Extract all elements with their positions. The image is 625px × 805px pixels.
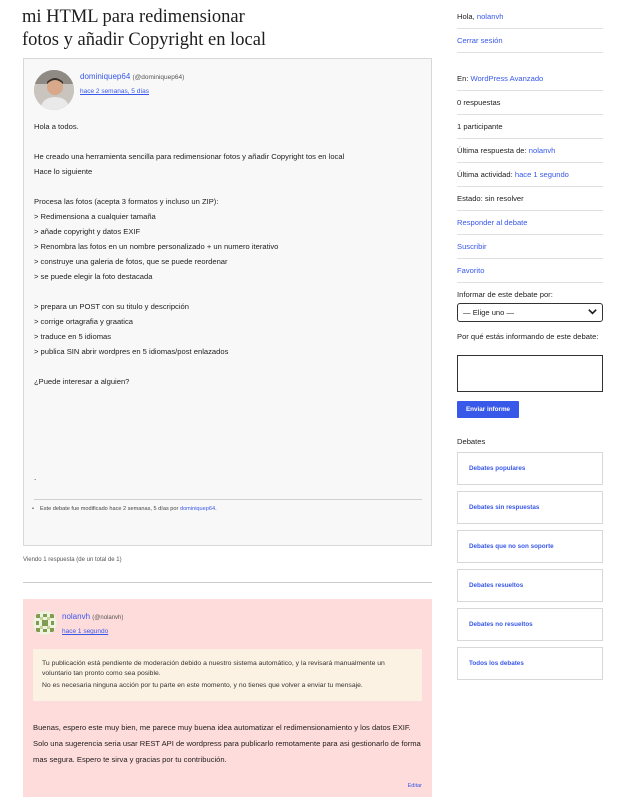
select-value: — Elige uno — [463, 308, 515, 317]
reply-avatar-image [33, 611, 57, 635]
modified-note: • Este debate fue modificado hace 2 semanas, 5 días por dominiquep64. [32, 506, 217, 512]
post-line: > publica SIN abrir wordpres en 5 idiomas/post enlazados [34, 347, 229, 356]
sidebar-replies: 0 respuestas [457, 90, 603, 115]
modified-prefix: Este debate fue modificado hace 2 semanas, 5 días por [40, 506, 179, 512]
sidebar-status: Estado: sin resolver [457, 186, 603, 211]
edit-link[interactable]: Editar [407, 783, 422, 789]
reply-author [62, 612, 123, 621]
reply-time-link[interactable]: hace 1 segundo [62, 628, 109, 635]
author-handle: (@dominiquep64) [132, 74, 185, 81]
debates-heading: Debates [457, 437, 486, 446]
replies-count: Viendo 1 respuesta (de un total de 1) [23, 557, 122, 563]
reply-author-name-link[interactable]: nolanvh [62, 612, 91, 621]
avatar[interactable] [33, 611, 57, 635]
submit-report-button[interactable]: Enviar informe [457, 401, 519, 418]
notice-line: Tu publicación está pendiente de moderación debido a nuestro sistema automático, y la revisará manualmente un voluntario tan pronto como sea posible. [42, 660, 385, 677]
report-reason-select[interactable] [457, 303, 603, 322]
reply-post [23, 599, 432, 797]
greeting-text: Hola, [457, 12, 475, 21]
post-line: > se puede elegir la foto destacada [34, 272, 153, 281]
last-reply-user-link[interactable]: nolanvh [528, 146, 556, 155]
post-line: > añade copyright y datos EXIF [34, 227, 141, 236]
sidebar-participants: 1 participante [457, 114, 603, 139]
sidebar-forum: En: WordPress Avanzado [457, 66, 603, 91]
report-reason-textarea[interactable] [457, 355, 603, 392]
divider [34, 499, 422, 500]
topic-title-line1: mi HTML para redimensionar [22, 7, 245, 27]
reason-label: Por qué estás informando de este debate: [457, 332, 599, 341]
reply-topic-link[interactable]: Responder al debate [457, 218, 528, 227]
debates-non-support-link[interactable]: Debates que no son soporte [457, 530, 603, 563]
debates-resolved-link[interactable]: Debates resueltos [457, 569, 603, 602]
sidebar-favorite [457, 258, 603, 283]
logout-link[interactable]: Cerrar sesión [457, 36, 503, 45]
forum-link[interactable]: WordPress Avanzado [470, 74, 544, 83]
reply-content: Buenas, espero este muy bien, me parece muy buena idea automatizar el redimensionamiento y los datos EXIF. Solo una sugerencia seria usar REST API de wordpress para publicarlo remotamente para asi gestionarlo de forma mas segura. Espero te sirva y gracias por tu contribución. [33, 723, 421, 764]
modified-by-link[interactable]: dominiquep64 [179, 506, 216, 512]
sidebar-reply [457, 210, 603, 235]
debates-popular-link[interactable]: Debates populares [457, 452, 603, 485]
sidebar-subscribe [457, 234, 603, 259]
trailing-dot: . [34, 473, 37, 482]
reply-author-handle: (@nolanvh) [92, 615, 124, 621]
avatar[interactable] [34, 70, 74, 110]
post-line: ¿Puede interesar a alguien? [34, 377, 130, 386]
sidebar-last-activity: Última actividad: hace 1 segundo [457, 162, 603, 187]
last-activity-link[interactable]: hace 1 segundo [514, 170, 569, 179]
post-line: Hola a todos. [34, 122, 79, 131]
debates-unanswered-link[interactable]: Debates sin respuestas [457, 491, 603, 524]
topic-title-line2: fotos y añadir Copyright en local [22, 30, 267, 50]
post-line: Procesa las fotos (acepta 3 formatos y incluso un ZIP): [34, 197, 219, 206]
post-time-link[interactable]: hace 2 semanas, 5 días [80, 88, 150, 95]
post-line: > Redimensiona a cualquier tamaña [34, 212, 156, 221]
sidebar-logout [457, 28, 603, 53]
author-name-link[interactable]: dominiquep64 [80, 72, 131, 81]
divider [23, 582, 432, 583]
post-line: He creado una herramienta sencilla para redimensionar fotos y añadir Copyright tos en local [34, 152, 345, 161]
post-line: > construye una galeria de fotos, que se puede reordenar [34, 257, 228, 266]
post-content [34, 119, 424, 389]
author-avatar-image [34, 70, 74, 110]
post-line: > Renombra las fotos en un nombre personalizado + un numero iterativo [34, 242, 279, 251]
username-link[interactable]: nolanvh [476, 12, 504, 21]
debates-all-link[interactable]: Todos los debates [457, 647, 603, 680]
post-line: > prepara un POST con su titulo y descripción [34, 302, 189, 311]
sidebar-last-reply: Última respuesta de: nolanvh [457, 138, 603, 163]
notice-line: No es necesaria ninguna acción por tu parte en este momento, y no tienes que volver a enviar tu mensaje. [42, 682, 363, 689]
report-label: Informar de este debate por: [457, 290, 553, 299]
original-post [23, 58, 432, 546]
topic-title [22, 6, 422, 52]
modified-suffix: . [215, 506, 217, 512]
debates-unresolved-link[interactable]: Debates no resueltos [457, 608, 603, 641]
post-line: > corrige ortagrafia y graatica [34, 317, 133, 326]
post-author [80, 72, 184, 81]
moderation-notice [33, 649, 422, 701]
subscribe-link[interactable]: Suscribir [457, 242, 487, 251]
favorite-link[interactable]: Favorito [457, 266, 485, 275]
sidebar-greeting [457, 4, 603, 29]
post-line: Hace lo siguiente [34, 167, 93, 176]
chevron-down-icon [587, 306, 598, 319]
post-line: > traduce en 5 idiomas [34, 332, 112, 341]
